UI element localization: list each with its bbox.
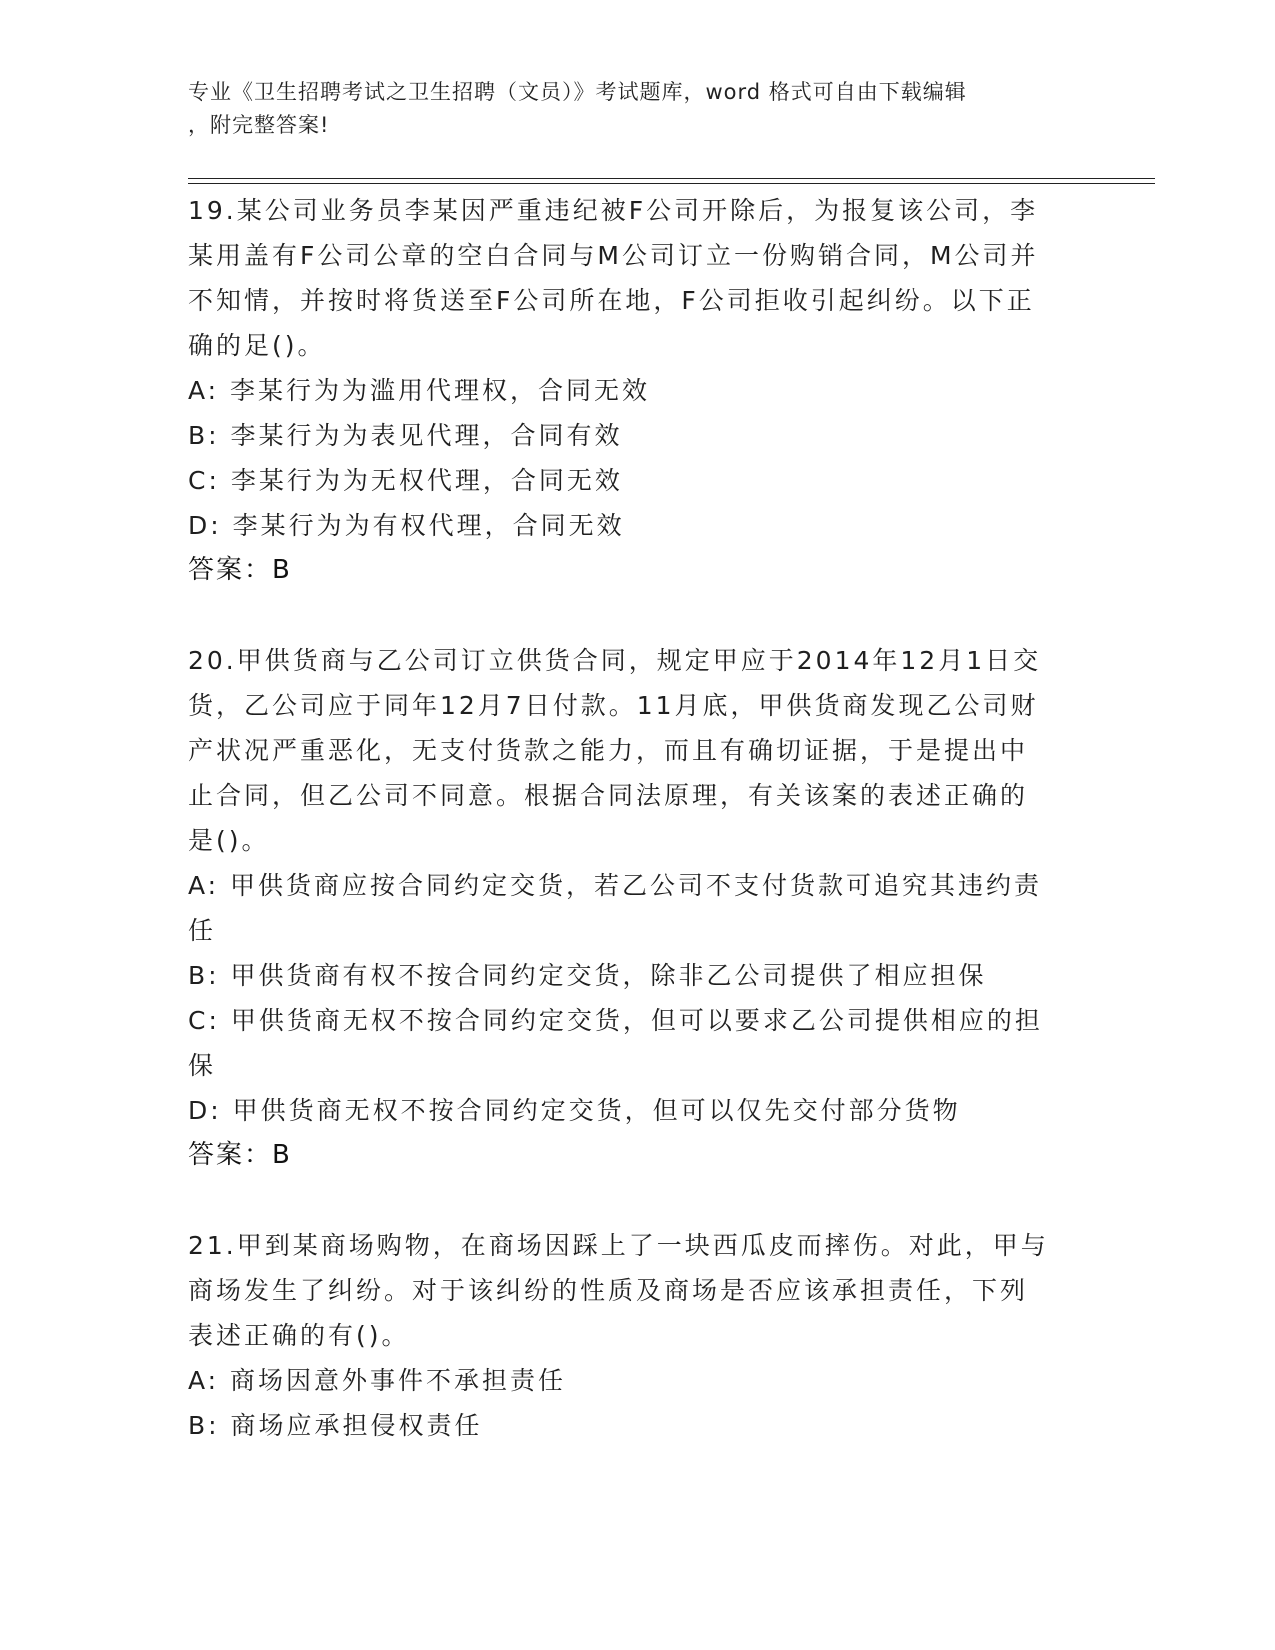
answer-line: 答案：B bbox=[188, 555, 292, 585]
header-divider-top bbox=[188, 178, 1155, 179]
question-stem-line: 21.甲到某商场购物，在商场因踩上了一块西瓜皮而摔伤。对此，甲与 bbox=[188, 1231, 1049, 1260]
question-19 bbox=[188, 188, 1088, 593]
header-divider-bottom bbox=[188, 183, 1155, 184]
option-a: A: 甲供货商应按合同约定交货，若乙公司不支付货款可追究其违约责 bbox=[188, 871, 1043, 900]
option-b: B: 甲供货商有权不按合同约定交货，除非乙公司提供了相应担保 bbox=[188, 961, 987, 990]
answer-line: 答案：B bbox=[188, 1140, 292, 1170]
option-c: C: 甲供货商无权不按合同约定交货，但可以要求乙公司提供相应的担 bbox=[188, 1006, 1043, 1035]
question-21 bbox=[188, 1223, 1088, 1448]
document-header bbox=[188, 76, 1088, 142]
question-20 bbox=[188, 638, 1088, 1178]
question-stem-line: 商场发生了纠纷。对于该纠纷的性质及商场是否应该承担责任，下列 bbox=[188, 1276, 1029, 1305]
question-stem-line: 20.甲供货商与乙公司订立供货合同，规定甲应于2014年12月1日交 bbox=[188, 646, 1042, 675]
question-list bbox=[188, 188, 1088, 1448]
question-stem-line: 确的足()。 bbox=[188, 331, 326, 360]
option-c: C: 李某行为为无权代理，合同无效 bbox=[188, 466, 623, 495]
option-a: A: 商场因意外事件不承担责任 bbox=[188, 1366, 567, 1395]
question-spacer bbox=[188, 1178, 1088, 1223]
header-line-2: ，附完整答案! bbox=[188, 113, 330, 137]
option-d: D: 甲供货商无权不按合同约定交货，但可以仅先交付部分货物 bbox=[188, 1096, 961, 1125]
question-stem-line: 产状况严重恶化，无支付货款之能力，而且有确切证据，于是提出中 bbox=[188, 736, 1029, 765]
question-stem-line: 19.某公司业务员李某因严重违纪被F公司开除后，为报复该公司，李 bbox=[188, 196, 1039, 225]
option-d: D: 李某行为为有权代理，合同无效 bbox=[188, 511, 625, 540]
question-stem-line: 某用盖有F公司公章的空白合同与M公司订立一份购销合同，M公司并 bbox=[188, 241, 1039, 270]
question-stem-line: 不知情，并按时将货送至F公司所在地，F公司拒收引起纠纷。以下正 bbox=[188, 286, 1035, 315]
question-stem-line: 止合同，但乙公司不同意。根据合同法原理，有关该案的表述正确的 bbox=[188, 781, 1029, 810]
question-stem-line: 表述正确的有()。 bbox=[188, 1321, 410, 1350]
question-spacer bbox=[188, 593, 1088, 638]
option-a: A: 李某行为为滥用代理权，合同无效 bbox=[188, 376, 651, 405]
header-line-1: 专业《卫生招聘考试之卫生招聘（文员）》考试题库，word 格式可自由下载编辑 bbox=[188, 80, 967, 104]
question-stem-line: 是()。 bbox=[188, 826, 270, 855]
option-b: B: 商场应承担侵权责任 bbox=[188, 1411, 483, 1440]
question-stem-line: 货，乙公司应于同年12月7日付款。11月底，甲供货商发现乙公司财 bbox=[188, 691, 1039, 720]
option-b: B: 李某行为为表见代理，合同有效 bbox=[188, 421, 623, 450]
option-c-continued: 保 bbox=[188, 1051, 217, 1080]
option-a-continued: 任 bbox=[188, 916, 217, 945]
